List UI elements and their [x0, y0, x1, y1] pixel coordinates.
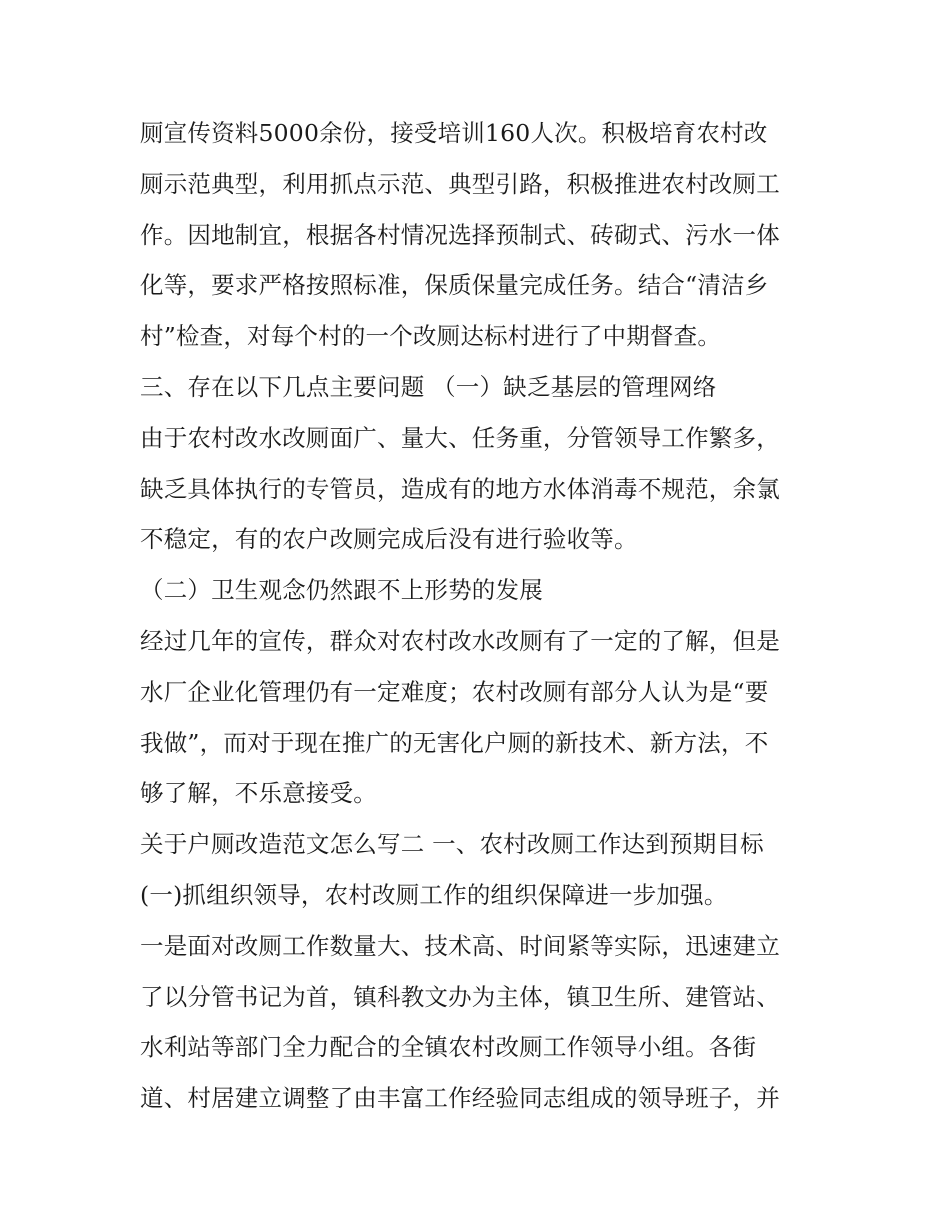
text-line: 水厂企业化管理仍有一定难度；农村改厕有部分人认为是“要	[140, 677, 769, 706]
text-line: 厕示范典型，利用抓点示范、典型引路，积极推进农村改厕工	[140, 169, 780, 198]
section-heading: 关于户厕改造范文怎么写二 一、农村改厕工作达到预期目标	[140, 830, 764, 859]
text-line: 经过几年的宣传，群众对农村改水改厕有了一定的了解，但是	[140, 626, 780, 655]
text-line: 村”检查，对每个村的一个改厕达标村进行了中期督查。	[140, 322, 722, 351]
document-body	[140, 108, 820, 1124]
text-line: 了以分管书记为首，镇科教文办为主体，镇卫生所、建管站、	[140, 982, 780, 1011]
text-line: 化等，要求严格按照标准，保质保量完成任务。结合“清洁乡	[140, 271, 769, 300]
section-heading: 三、存在以下几点主要问题 （一）缺乏基层的管理网络	[140, 372, 717, 401]
text-line: 厕宣传资料5000余份，接受培训160人次。积极培育农村改	[140, 119, 768, 147]
text-line: 作。因地制宜，根据各村情况选择预制式、砖砌式、污水一体	[140, 220, 780, 249]
text-line: 我做”，而对于现在推广的无害化户厕的新技术、新方法，不	[140, 728, 769, 757]
text-line: 水利站等部门全力配合的全镇农村改厕工作领导小组。各街	[140, 1033, 757, 1062]
text-line: 道、村居建立调整了由丰富工作经验同志组成的领导班子，并	[140, 1084, 780, 1113]
text-line: 一是面对改厕工作数量大、技术高、时间紧等实际，迅速建立	[140, 931, 780, 960]
section-heading: （二）卫生观念仍然跟不上形势的发展	[140, 576, 543, 605]
text-line: 缺乏具体执行的专管员，造成有的地方水体消毒不规范，余氯	[140, 474, 780, 503]
section-heading: (一)抓组织领导，农村改厕工作的组织保障进一步加强。	[140, 880, 728, 909]
text-line: 不稳定，有的农户改厕完成后没有进行验收等。	[140, 525, 638, 554]
text-line: 够了解，不乐意接受。	[140, 779, 377, 808]
text-line: 由于农村改水改厕面广、量大、任务重，分管领导工作繁多，	[140, 423, 780, 452]
